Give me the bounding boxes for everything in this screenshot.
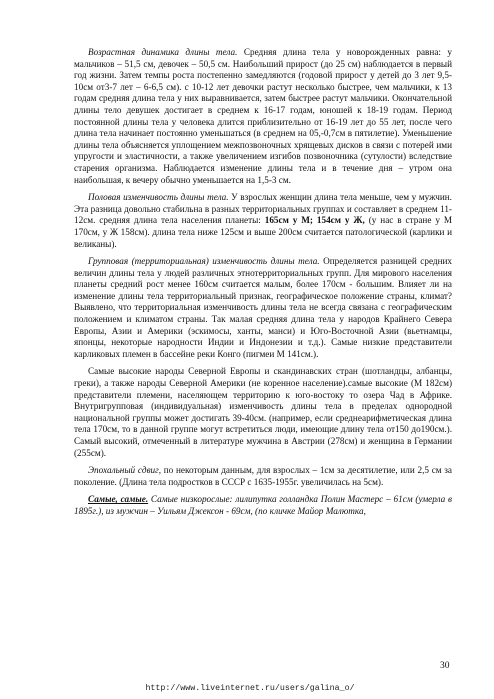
paragraph-title: Возрастная динамика длины тела. xyxy=(88,47,238,57)
paragraph-records xyxy=(74,494,452,517)
page-number: 30 xyxy=(440,661,450,671)
paragraph-title: Самые, самые. xyxy=(88,494,149,505)
paragraph-title: Эпохальный сдвиг, xyxy=(88,465,162,476)
paragraph-body: по некоторым данным, для взрослых – 1см за десятилетие, или 2,5 см за поколение. (Длина тела подростков в СССР с 1635-1955г. увеличилась на 5см). xyxy=(74,465,453,487)
paragraph-body: Средняя длина тела у новорожденных равна: у мальчиков – 51,5 см, девочек – 50,5 см. Наибольший прирост (до 25 см) наблюдается в первый год жизни. Затем темпы роста постепенно замедляются (годовой прирост у детей до 3 лет 9,5-10см от3-7 лет – 6-6,5 см). с 10-12 лет девочки растут несколько быстрее, чем мальчики, к 13 годам средняя длина тела у них выравнивается, затем быстрее растут мальчики. Окончательной длины тело девушек достигает в среднем к 16-17 годам, юношей к 18-19 годам. Период постоянной длины тела у человека длится приблизительно от 16-19 лет до 55 лет, после чего длина тела начинает постоянно уменьшаться (в среднем на 05,-0,7см в пятилетие). Уменьшение длины тела объясняется уплощением межпозвоночных хрящевых дисков в связи с потерей ими упругости и эластичности, а также увеличением изгибов позвоночника (сутулости) вследствие старения организма. Наблюдается изменение длины тела и в течение дня – утром она наибольшая, к вечеру обычно уменьшается на 1,5-3 см. xyxy=(74,47,452,185)
paragraph-age-dynamics xyxy=(74,47,452,186)
footer-url[interactable]: http://www.liveinternet.ru/users/galina_o/ xyxy=(145,684,355,693)
average-height-values: 165см у М; 154см у Ж, xyxy=(264,215,365,226)
paragraph-title: Половая изменчивость длины тела. xyxy=(88,192,229,203)
paragraph-body: Самые высокие народы Северной Европы и скандинавских стран (шотландцы, албанцы, греки), а также народы Северной Америки (не коренное население).самые высокие (М 182см) представители племени, населяющем территорию к юго-востоку то озера Чад в Африке. Внутригрупповая (индивидуальная) изменчивость длины тела в пределах однородной национальной группы может достигать 39-40см. (например, если среднеарифметическая длина тела 170см, то в данной группе могут встретиться люди, имеющие длину тела от150 до190см.). Самый высокий, отмеченный в литературе мужчина в Австрии (278см) и женщина в Германии (255см). xyxy=(74,366,452,458)
paragraph-body: Самые низкорослые: лилипутка голландка Полин Мастерс – 61см (умерла в 1895г.), из мужчин – Уильям Джексон - 69см, (по кличке Майор Малютка, xyxy=(74,494,453,516)
paragraph-body: (у нас в стране у М 170см, у Ж 158см). длина тела ниже 125см и выше 200см считается патологической (карлики и великаны). xyxy=(74,215,452,249)
paragraph-title: Групповая (территориальная) изменчивость длины тела. xyxy=(88,256,320,267)
paragraph-body: Определяется разницей средних величин длины тела у людей различных этнотерриториальных групп. Для мирового населения планеты средний рост менее 160см считается малым, более 170см - большим. Влияет ли на изменение длины тела территориальный признак, географическое положение страны, климат? Выявлено, что территориальная изменчивость длины тела не всегда связана с географическим положением и климатом страны. Так малая средняя длина тела у народов Крайнего Севера Европы, Азии и Америки (эскимосы, ханты, манси) и Юго-Восточной Азии (вьетнамцы, японцы, некоторые народности Индии и Индонезии и т.д.). Самые низкие представители карликовых племен в бассейне реки Конго (пигмеи М 141см.). xyxy=(74,256,453,359)
paragraph-body: У взрослых женщин длина тела меньше, чем у мужчин. Эта разница довольно стабильна в разных территориальных группах и составляет в среднем 11-12см. средняя длина тела населения планеты: xyxy=(74,192,452,226)
paragraph-sex-variability xyxy=(74,192,452,250)
paragraph-epochal-shift xyxy=(74,465,452,488)
page-text xyxy=(74,47,452,524)
paragraph-tallest-peoples xyxy=(74,366,452,459)
paragraph-group-variability xyxy=(74,256,452,360)
